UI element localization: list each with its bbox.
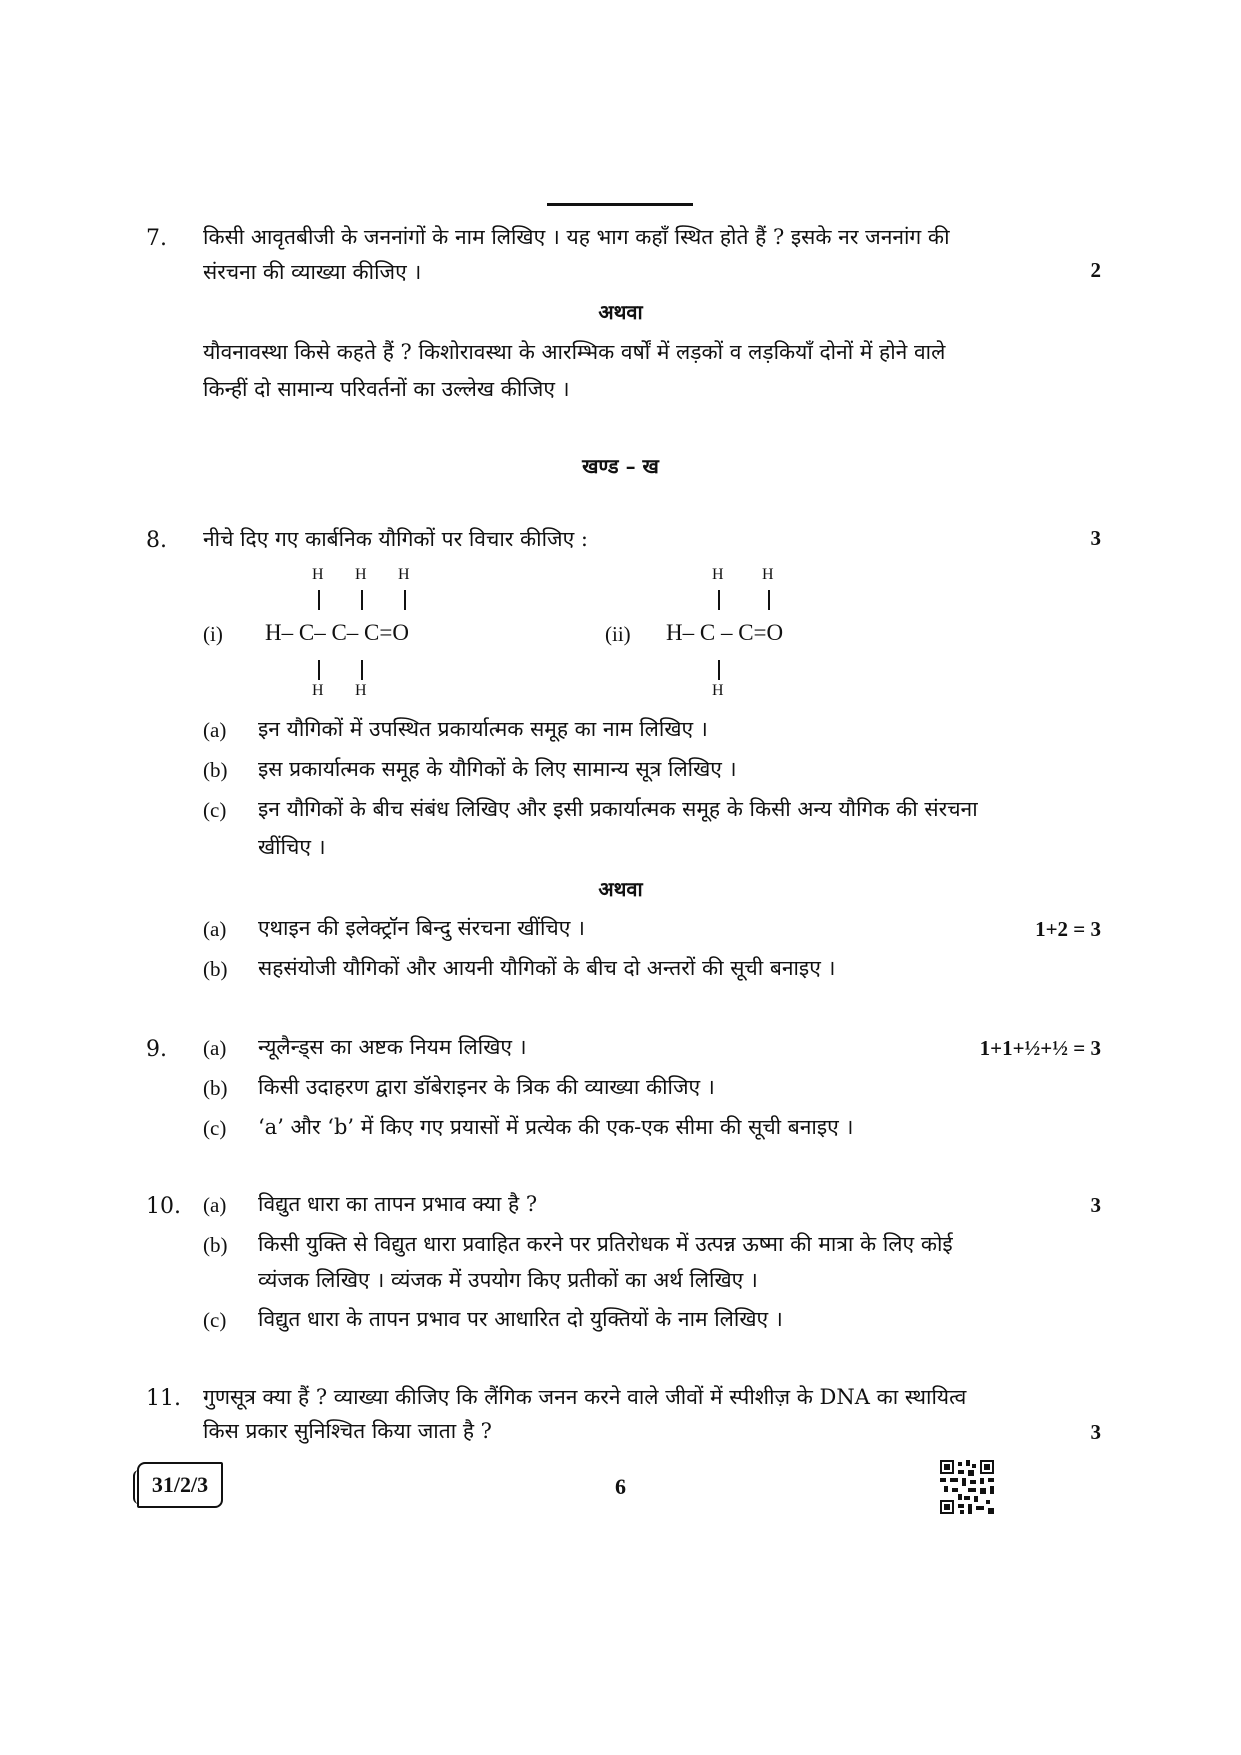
- top-rule: [547, 203, 693, 206]
- q10-part-c-text: विद्युत धारा के तापन प्रभाव पर आधारित दो युक्तियों के नाम लिखिए ।: [258, 1307, 783, 1331]
- q8-alt-marks: 1+2 = 3: [1035, 917, 1101, 941]
- compound-ii-bottom-h1: H: [712, 682, 724, 699]
- q8-alt-b-label: (b): [203, 957, 228, 981]
- q8-part-b-text: इस प्रकार्यात्मक समूह के यौगिकों के लिए सामान्य सूत्र लिखिए ।: [258, 757, 737, 781]
- q9-part-c-label: (c): [203, 1116, 227, 1140]
- q8-alt-a-label: (a): [203, 917, 227, 941]
- q9-number: 9.: [146, 1037, 167, 1062]
- compound-ii-bond-top2: [768, 590, 770, 610]
- q7-number: 7.: [146, 226, 167, 251]
- compound-i-bond-top1: [318, 590, 320, 610]
- section-title: खण्ड – ख: [582, 454, 659, 478]
- q8-marks: 3: [1090, 526, 1101, 550]
- q9-part-a-text: न्यूलैन्ड्स का अष्टक नियम लिखिए ।: [258, 1035, 527, 1059]
- q7-alt-line1: यौवनावस्था किसे कहते हैं ? किशोरावस्था के आरम्भिक वर्षों में लड़कों व लड़कियाँ दोनों में होने वाले: [203, 340, 946, 364]
- compound-i-top-h2: H: [355, 566, 367, 583]
- q8-part-b-label: (b): [203, 758, 228, 782]
- q9-part-b-text: किसी उदाहरण द्वारा डॉबेराइनर के त्रिक की व्याख्या कीजिए ।: [258, 1075, 715, 1099]
- compound-i-bottom-h2: H: [355, 682, 367, 699]
- q9-part-a-label: (a): [203, 1036, 227, 1060]
- q10-number: 10.: [146, 1194, 181, 1219]
- q9-part-b-label: (b): [203, 1076, 228, 1100]
- q7-line1: किसी आवृतबीजी के जननांगों के नाम लिखिए । यह भाग कहाँ स्थित होते हैं ? इसके नर जननांग की: [203, 225, 950, 249]
- q11-line2: किस प्रकार सुनिश्चित किया जाता है ?: [203, 1419, 492, 1443]
- q8-stem: नीचे दिए गए कार्बनिक यौगिकों पर विचार कीजिए :: [203, 527, 588, 551]
- compound-i-formula: H– C– C– C=O: [265, 620, 409, 645]
- paper-code: 31/2/3: [137, 1462, 223, 1508]
- q10-part-a-label: (a): [203, 1193, 227, 1217]
- q8-alt-a-text: एथाइन की इलेक्ट्रॉन बिन्दु संरचना खींचिए ।: [258, 916, 585, 940]
- q10-part-c-label: (c): [203, 1308, 227, 1332]
- compound-i-bond-top2: [361, 590, 363, 610]
- q8-part-c-text2: खींचिए ।: [258, 835, 326, 859]
- q8-alt-b-text: सहसंयोजी यौगिकों और आयनी यौगिकों के बीच दो अन्तरों की सूची बनाइए ।: [258, 956, 836, 980]
- q10-marks: 3: [1090, 1193, 1101, 1217]
- q10-part-a-text: विद्युत धारा का तापन प्रभाव क्या है ?: [258, 1192, 538, 1216]
- q9-part-c-text: ‘a’ और ‘b’ में किए गए प्रयासों में प्रत्येक की एक-एक सीमा की सूची बनाइए ।: [258, 1115, 854, 1139]
- q10-part-b-text: किसी युक्ति से विद्युत धारा प्रवाहित करने पर प्रतिरोधक में उत्पन्न ऊष्मा की मात्रा के लिए कोई: [258, 1232, 953, 1256]
- q7-marks: 2: [1090, 258, 1101, 282]
- compound-ii-top-h2: H: [762, 566, 774, 583]
- q8-part-a-text: इन यौगिकों में उपस्थित प्रकार्यात्मक समूह का नाम लिखिए ।: [258, 717, 708, 741]
- compound-i-bottom-h1: H: [312, 682, 324, 699]
- q7-alt-line2: किन्हीं दो सामान्य परिवर्तनों का उल्लेख कीजिए ।: [203, 377, 570, 401]
- q11-line1: गुणसूत्र क्या हैं ? व्याख्या कीजिए कि लैंगिक जनन करने वाले जीवों में स्पीशीज़ के DNA का स्थायित्व: [203, 1385, 967, 1409]
- compound-i-bond-top3: [404, 590, 406, 610]
- q7-or: अथवा: [598, 300, 643, 324]
- qr-code-icon: [940, 1460, 994, 1514]
- q8-part-c-text: इन यौगिकों के बीच संबंध लिखिए और इसी प्रकार्यात्मक समूह के किसी अन्य यौगिक की संरचना: [258, 797, 978, 821]
- compound-i-top-h3: H: [398, 566, 410, 583]
- compound-ii-top-h1: H: [712, 566, 724, 583]
- q8-number: 8.: [146, 528, 167, 553]
- compound-ii-bond-bottom1: [718, 660, 720, 680]
- compound-i-top-h1: H: [312, 566, 324, 583]
- q9-marks: 1+1+½+½ = 3: [979, 1036, 1101, 1060]
- compound-ii-label: (ii): [605, 622, 631, 646]
- q7-line2: संरचना की व्याख्या कीजिए ।: [203, 260, 422, 284]
- compound-ii-formula: H– C – C=O: [666, 620, 784, 645]
- page-number: 6: [615, 1474, 626, 1499]
- compound-i-bond-bottom1: [318, 660, 320, 680]
- q11-marks: 3: [1090, 1420, 1101, 1444]
- compound-i-bond-bottom2: [361, 660, 363, 680]
- q10-part-b-label: (b): [203, 1233, 228, 1257]
- q8-or: अथवा: [598, 877, 643, 901]
- q8-part-c-label: (c): [203, 798, 227, 822]
- compound-i-label: (i): [203, 622, 223, 646]
- compound-ii-bond-top1: [718, 590, 720, 610]
- q8-part-a-label: (a): [203, 718, 227, 742]
- q10-part-b-text2: व्यंजक लिखिए । व्यंजक में उपयोग किए प्रतीकों का अर्थ लिखिए ।: [258, 1268, 758, 1292]
- q11-number: 11.: [146, 1386, 181, 1411]
